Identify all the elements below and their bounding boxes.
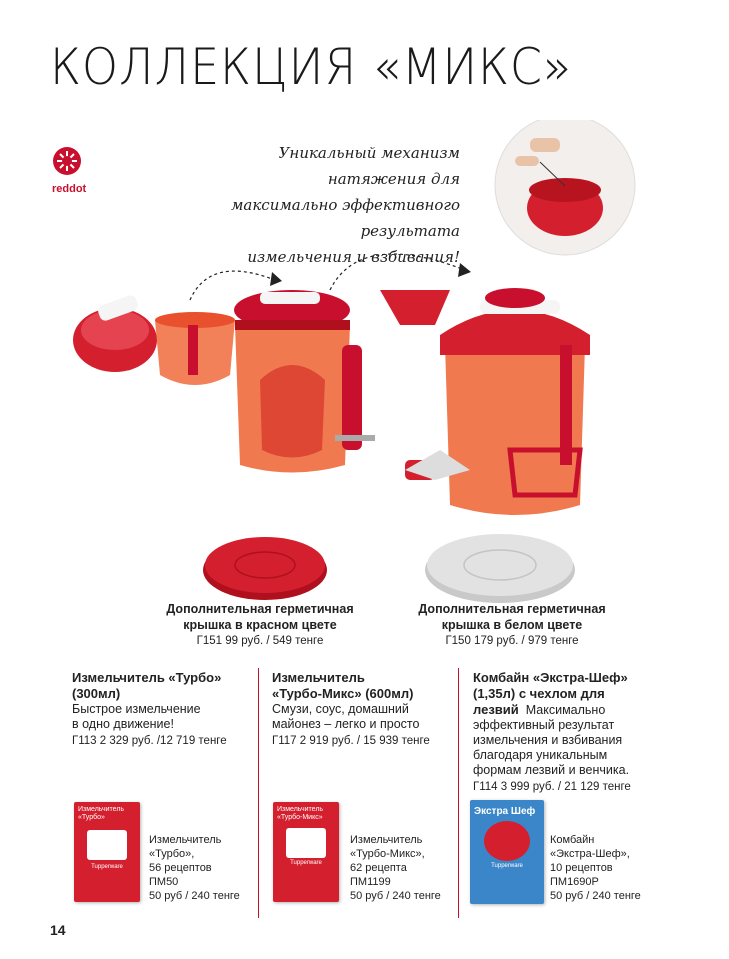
recipe-book-turbo-mix [273,802,339,902]
book-caption-line: 50 руб / 240 тенге [350,890,441,902]
reddot-label: reddot [52,183,87,195]
product-desc: измельчения и взбивания [473,733,623,747]
book-caption-line: «Турбо», [149,848,195,860]
book-caption-line: «Экстра-Шеф», [550,848,630,860]
product-desc: Максимально [525,703,606,717]
red-lid-image [203,537,327,600]
product-price: Г114 3 999 руб. / 21 129 тенге [473,781,631,793]
book-caption-line: Комбайн [550,834,595,846]
product-name: лезвий [473,702,519,717]
book-caption-extra-chef [550,833,641,903]
tagline-line: Уникальный механизм натяжения для [278,144,460,188]
product-name: (300мл) [72,686,121,701]
page-title: КОЛЛЕКЦИЯ «МИКС» [50,38,573,96]
turbo-chopper-image [73,294,235,385]
product-extra-chef [473,670,673,795]
book-caption-turbo [149,833,240,903]
red-lid-price: Г151 99 руб. / 549 тенге [196,635,324,647]
product-desc: благодаря уникальным [473,748,608,762]
column-divider [458,668,459,918]
arrow-dashed-2 [330,254,465,290]
book-caption-line: ПМ1199 [350,876,391,888]
product-desc: эффективный результат [473,718,615,732]
book-caption-line: «Турбо-Микс», [350,848,425,860]
book-caption-line: Измельчитель [149,834,222,846]
book-cover-brand: Tupperware [491,863,523,869]
page-number: 14 [50,922,66,938]
turbo-mix-chopper-image [234,290,375,473]
book-caption-line: 50 руб / 240 тенге [149,890,240,902]
book-cover-title: Экстра Шеф [474,806,536,817]
product-turbo [72,670,252,749]
book-caption-line: 62 рецепта [350,862,407,874]
product-desc: формам лезвий и венчика. [473,763,630,777]
product-name: Комбайн «Экстра-Шеф» [473,670,628,685]
book-caption-line: 50 руб / 240 тенге [550,890,641,902]
white-lid-image [425,534,575,603]
product-desc: Смузи, соус, домашний [272,702,409,716]
book-caption-line: ПМ50 [149,876,179,888]
white-lid-name: крышка в белом цвете [441,618,583,632]
book-caption-line: 56 рецептов [149,862,212,874]
hand-inset-image [495,120,635,255]
product-price: Г117 2 919 руб. / 15 939 тенге [272,735,430,747]
white-lid-price: Г150 179 руб. / 979 тенге [445,635,579,647]
product-illustration [60,120,640,610]
white-lid-caption [392,601,632,649]
book-cover-brand: Tupperware [290,860,322,866]
extra-chef-combine-image [380,288,590,515]
red-lid-name: крышка в красном цвете [183,618,337,632]
column-divider [258,668,259,918]
book-cover-title: Измельчитель «Турбо» [78,806,125,821]
product-desc: Быстрое измельчение [72,702,201,716]
book-caption-line: Измельчитель [350,834,423,846]
product-name: Измельчитель [272,670,365,685]
tagline-line: измельчения и взбивания! [247,248,460,266]
white-lid-name: Дополнительная герметичная [418,602,606,616]
book-caption-line: ПМ1690Р [550,876,599,888]
recipe-book-extra-chef [470,800,544,904]
book-cover-brand: Tupperware [91,864,123,870]
recipe-book-turbo [74,802,140,902]
book-caption-line: 10 рецептов [550,862,613,874]
red-lid-name: Дополнительная герметичная [166,602,354,616]
red-lid-caption [140,601,380,649]
product-name: «Турбо-Микс» (600мл) [272,686,414,701]
product-desc: в одно движение! [72,717,174,731]
product-name: Измельчитель «Турбо» [72,670,222,685]
product-turbo-mix [272,670,452,749]
book-cover-title: Измельчитель «Турбо-Микс» [277,806,324,821]
tagline-line: максимально эффективного результата [230,196,460,240]
book-caption-turbo-mix [350,833,441,903]
product-name: (1,35л) с чехлом для [473,686,605,701]
product-desc: майонез – легко и просто [272,717,420,731]
product-price: Г113 2 329 руб. /12 719 тенге [72,735,227,747]
